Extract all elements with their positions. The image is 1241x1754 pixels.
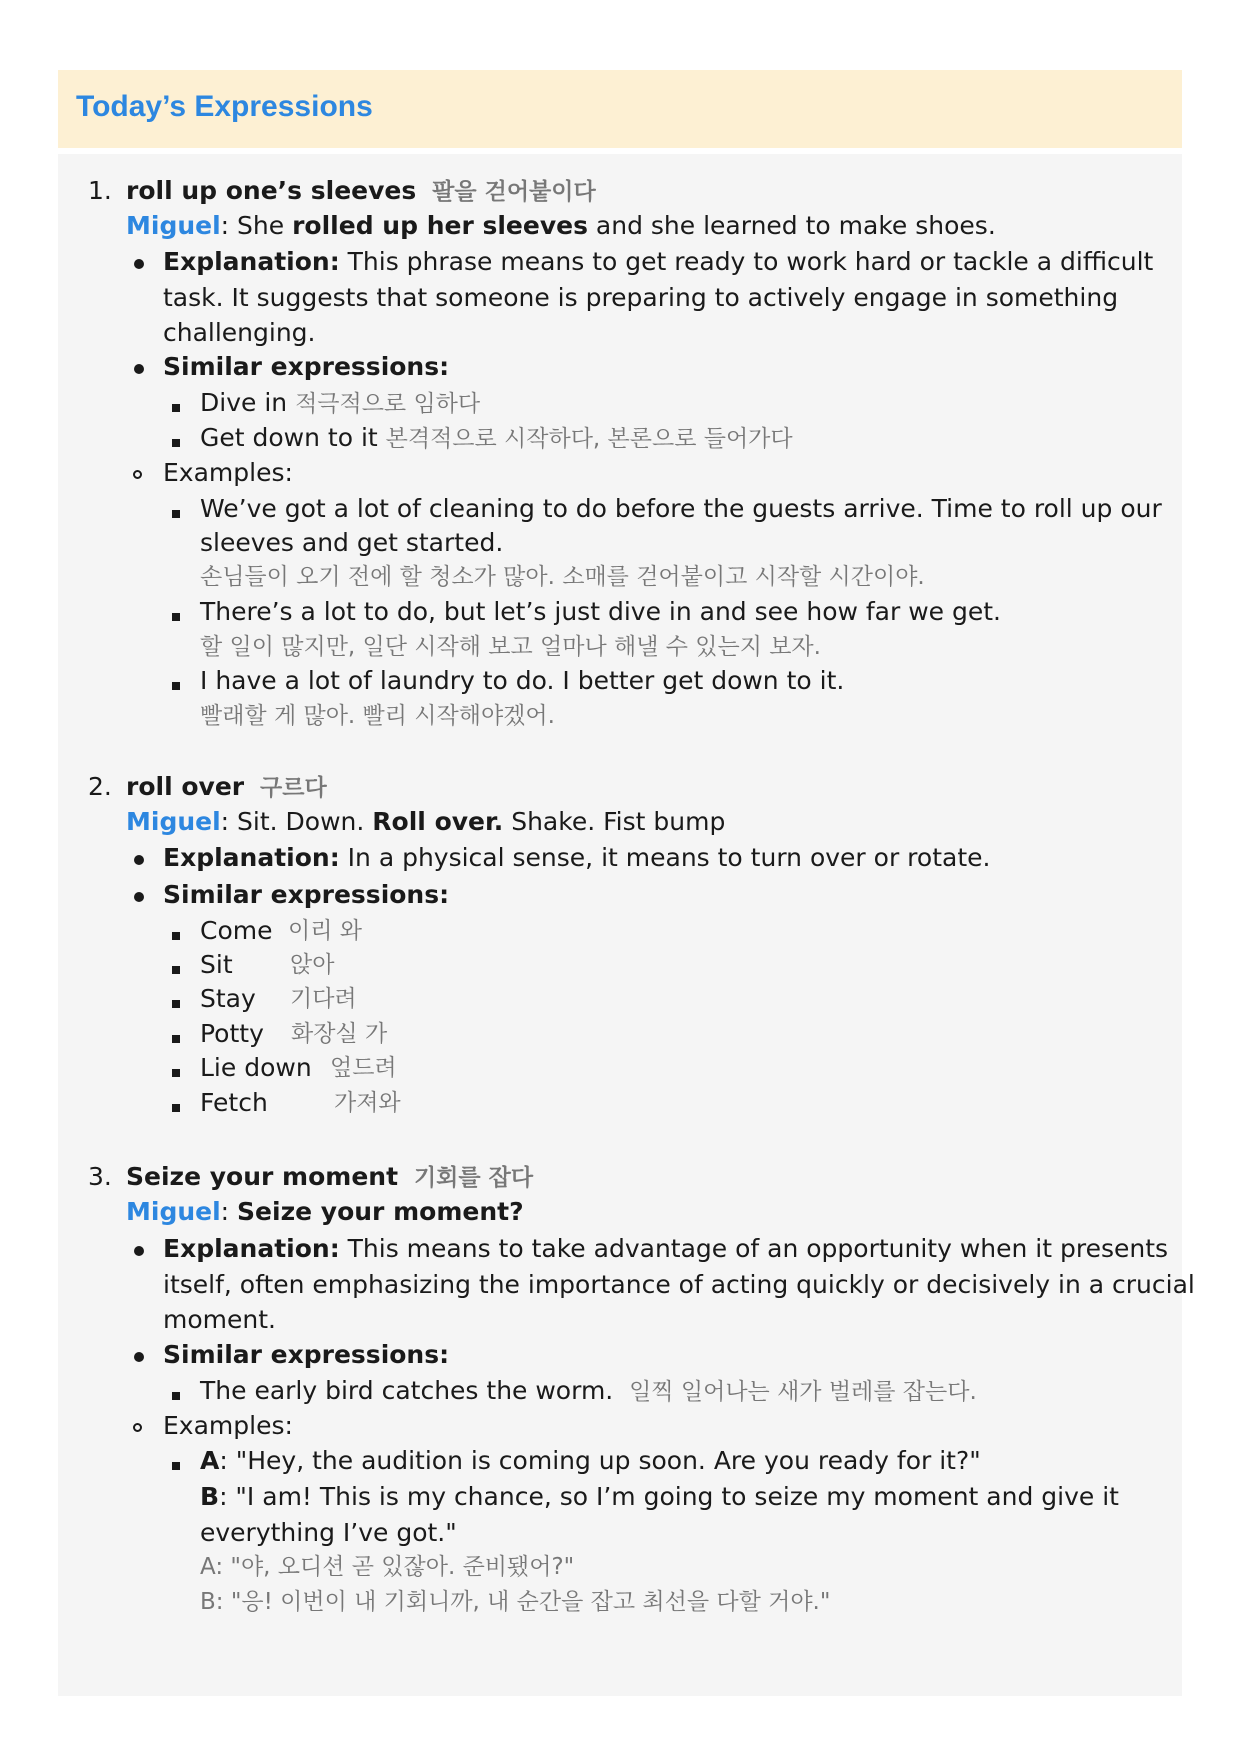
page-title: Today’s Expressions (76, 90, 373, 123)
bullet-square (172, 404, 180, 412)
similar-label: Similar expressions: (163, 880, 450, 909)
dialogue-text: : "Hey, the audition is coming up soon. Are you ready for it?" (219, 1446, 981, 1475)
expression-3-title: Seize your moment (126, 1162, 399, 1191)
similar-ko: 일찍 일어나는 새가 벌레를 잡는다. (629, 1379, 977, 1405)
quote-text: Shake. Fist bump (503, 807, 726, 836)
quote-text: : Sit. Down. (220, 807, 373, 836)
dialogue-text: : "I am! This is my chance, so I’m going to seize my moment and give it (219, 1482, 1119, 1511)
similar-en: Come (200, 916, 273, 945)
similar-ko: 이리 와 (288, 918, 362, 944)
bullet-square (172, 1069, 180, 1077)
quote-text: : She (220, 211, 293, 240)
examples-label: Examples: (163, 458, 293, 487)
bullet-square (172, 1392, 180, 1400)
dialogue-translation-b: B: "응! 이번이 내 기회니까, 내 순간을 잡고 최선을 다할 거야." (200, 1589, 831, 1615)
speaker-name: Miguel (126, 807, 221, 836)
example-translation: 손님들이 오기 전에 할 청소가 많아. 소매를 걷어붙이고 시작할 시간이야. (200, 564, 925, 590)
bullet-square (172, 613, 180, 621)
bullet-circle (133, 470, 142, 479)
similar-en: Fetch (200, 1088, 268, 1117)
similar-ko: 앉아 (290, 952, 335, 978)
explanation-line (163, 843, 990, 873)
explanation-text: This means to take advantage of an opportunity when it presents (339, 1234, 1169, 1263)
expression-1-quote (126, 211, 996, 241)
expression-1-korean: 팔을 걷어붙이다 (432, 179, 596, 205)
dialogue-translation-a: A: "야, 오디션 곧 있잖아. 준비됐어?" (200, 1554, 575, 1580)
header-banner (58, 70, 1182, 148)
expression-3-number: 3. (88, 1162, 112, 1191)
similar-ko: 화장실 가 (291, 1021, 388, 1047)
bullet-dot (134, 259, 144, 269)
similar-item (200, 1376, 977, 1407)
similar-ko: 가져와 (334, 1090, 401, 1116)
speaker-a-label: A (200, 1446, 220, 1475)
explanation-label: Explanation: (163, 247, 340, 276)
bullet-square (172, 682, 180, 690)
similar-item (200, 423, 793, 454)
bullet-dot (134, 892, 144, 902)
expression-1-title: roll up one’s sleeves (126, 176, 417, 205)
quote-highlight: Seize your moment? (237, 1197, 524, 1226)
similar-item (200, 388, 480, 419)
quote-highlight: rolled up her sleeves (292, 211, 588, 240)
similar-ko: 적극적으로 임하다 (295, 391, 481, 417)
bullet-square (172, 1035, 180, 1043)
bullet-square (172, 510, 180, 518)
quote-text: and she learned to make shoes. (587, 211, 996, 240)
explanation-line: challenging. (163, 318, 316, 347)
similar-en: Stay (200, 984, 256, 1013)
similar-ko: 엎드려 (330, 1055, 397, 1081)
bullet-square (172, 1000, 180, 1008)
speaker-name: Miguel (126, 1197, 221, 1226)
bullet-dot (134, 1246, 144, 1256)
explanation-line (163, 247, 1153, 277)
example-line: I have a lot of laundry to do. I better get down to it. (200, 666, 845, 695)
expression-3-quote (126, 1197, 524, 1227)
explanation-line: itself, often emphasizing the importance of acting quickly or decisively in a crucial (163, 1270, 1195, 1299)
bullet-square (172, 966, 180, 974)
explanation-label: Explanation: (163, 1234, 340, 1263)
bullet-dot (134, 855, 144, 865)
dialogue-line-b (200, 1482, 1119, 1512)
expression-2-heading (126, 772, 327, 803)
dialogue-line-b-cont: everything I’ve got." (200, 1518, 457, 1547)
bullet-square (172, 1104, 180, 1112)
similar-ko: 기다려 (290, 986, 357, 1012)
example-line: We’ve got a lot of cleaning to do before the guests arrive. Time to roll up our (200, 494, 1162, 523)
expression-2-title: roll over (126, 772, 245, 801)
expression-2-korean: 구르다 (260, 775, 327, 801)
example-line: sleeves and get started. (200, 528, 504, 557)
similar-label: Similar expressions: (163, 1340, 450, 1369)
explanation-line: task. It suggests that someone is preparing to actively engage in something (163, 283, 1119, 312)
expression-1-heading (126, 176, 596, 207)
bullet-square (172, 1462, 180, 1470)
similar-label: Similar expressions: (163, 352, 450, 381)
similar-en: Lie down (200, 1053, 312, 1082)
similar-en: Potty (200, 1019, 264, 1048)
similar-en: The early bird catches the worm. (200, 1376, 614, 1405)
similar-en: Sit (200, 950, 233, 979)
example-translation: 할 일이 많지만, 일단 시작해 보고 얼마나 해낼 수 있는지 보자. (200, 634, 821, 660)
similar-en: Get down to it (200, 423, 386, 452)
bullet-square (172, 439, 180, 447)
explanation-line (163, 1234, 1168, 1264)
example-translation: 빨래할 게 많아. 빨리 시작해야겠어. (200, 703, 555, 729)
explanation-text: This phrase means to get ready to work hard or tackle a difficult (339, 247, 1154, 276)
similar-ko: 본격적으로 시작하다, 본론으로 들어가다 (385, 426, 793, 452)
explanation-text: In a physical sense, it means to turn over or rotate. (339, 843, 991, 872)
expression-1-number: 1. (88, 176, 112, 205)
similar-en: Dive in (200, 388, 296, 417)
speaker-b-label: B (200, 1482, 220, 1511)
bullet-dot (134, 364, 144, 374)
explanation-label: Explanation: (163, 843, 340, 872)
bullet-circle (133, 1423, 142, 1432)
examples-label: Examples: (163, 1411, 293, 1440)
quote-highlight: Roll over. (372, 807, 504, 836)
dialogue-line-a (200, 1446, 981, 1476)
expression-3-heading (126, 1162, 533, 1193)
expression-2-quote (126, 807, 725, 837)
expression-3-korean: 기회를 잡다 (413, 1165, 534, 1191)
quote-text: : (220, 1197, 238, 1226)
example-line: There’s a lot to do, but let’s just dive in and see how far we get. (200, 597, 1002, 626)
expression-2-number: 2. (88, 772, 112, 801)
bullet-dot (134, 1352, 144, 1362)
explanation-line: moment. (163, 1305, 276, 1334)
speaker-name: Miguel (126, 211, 221, 240)
bullet-square (172, 932, 180, 940)
